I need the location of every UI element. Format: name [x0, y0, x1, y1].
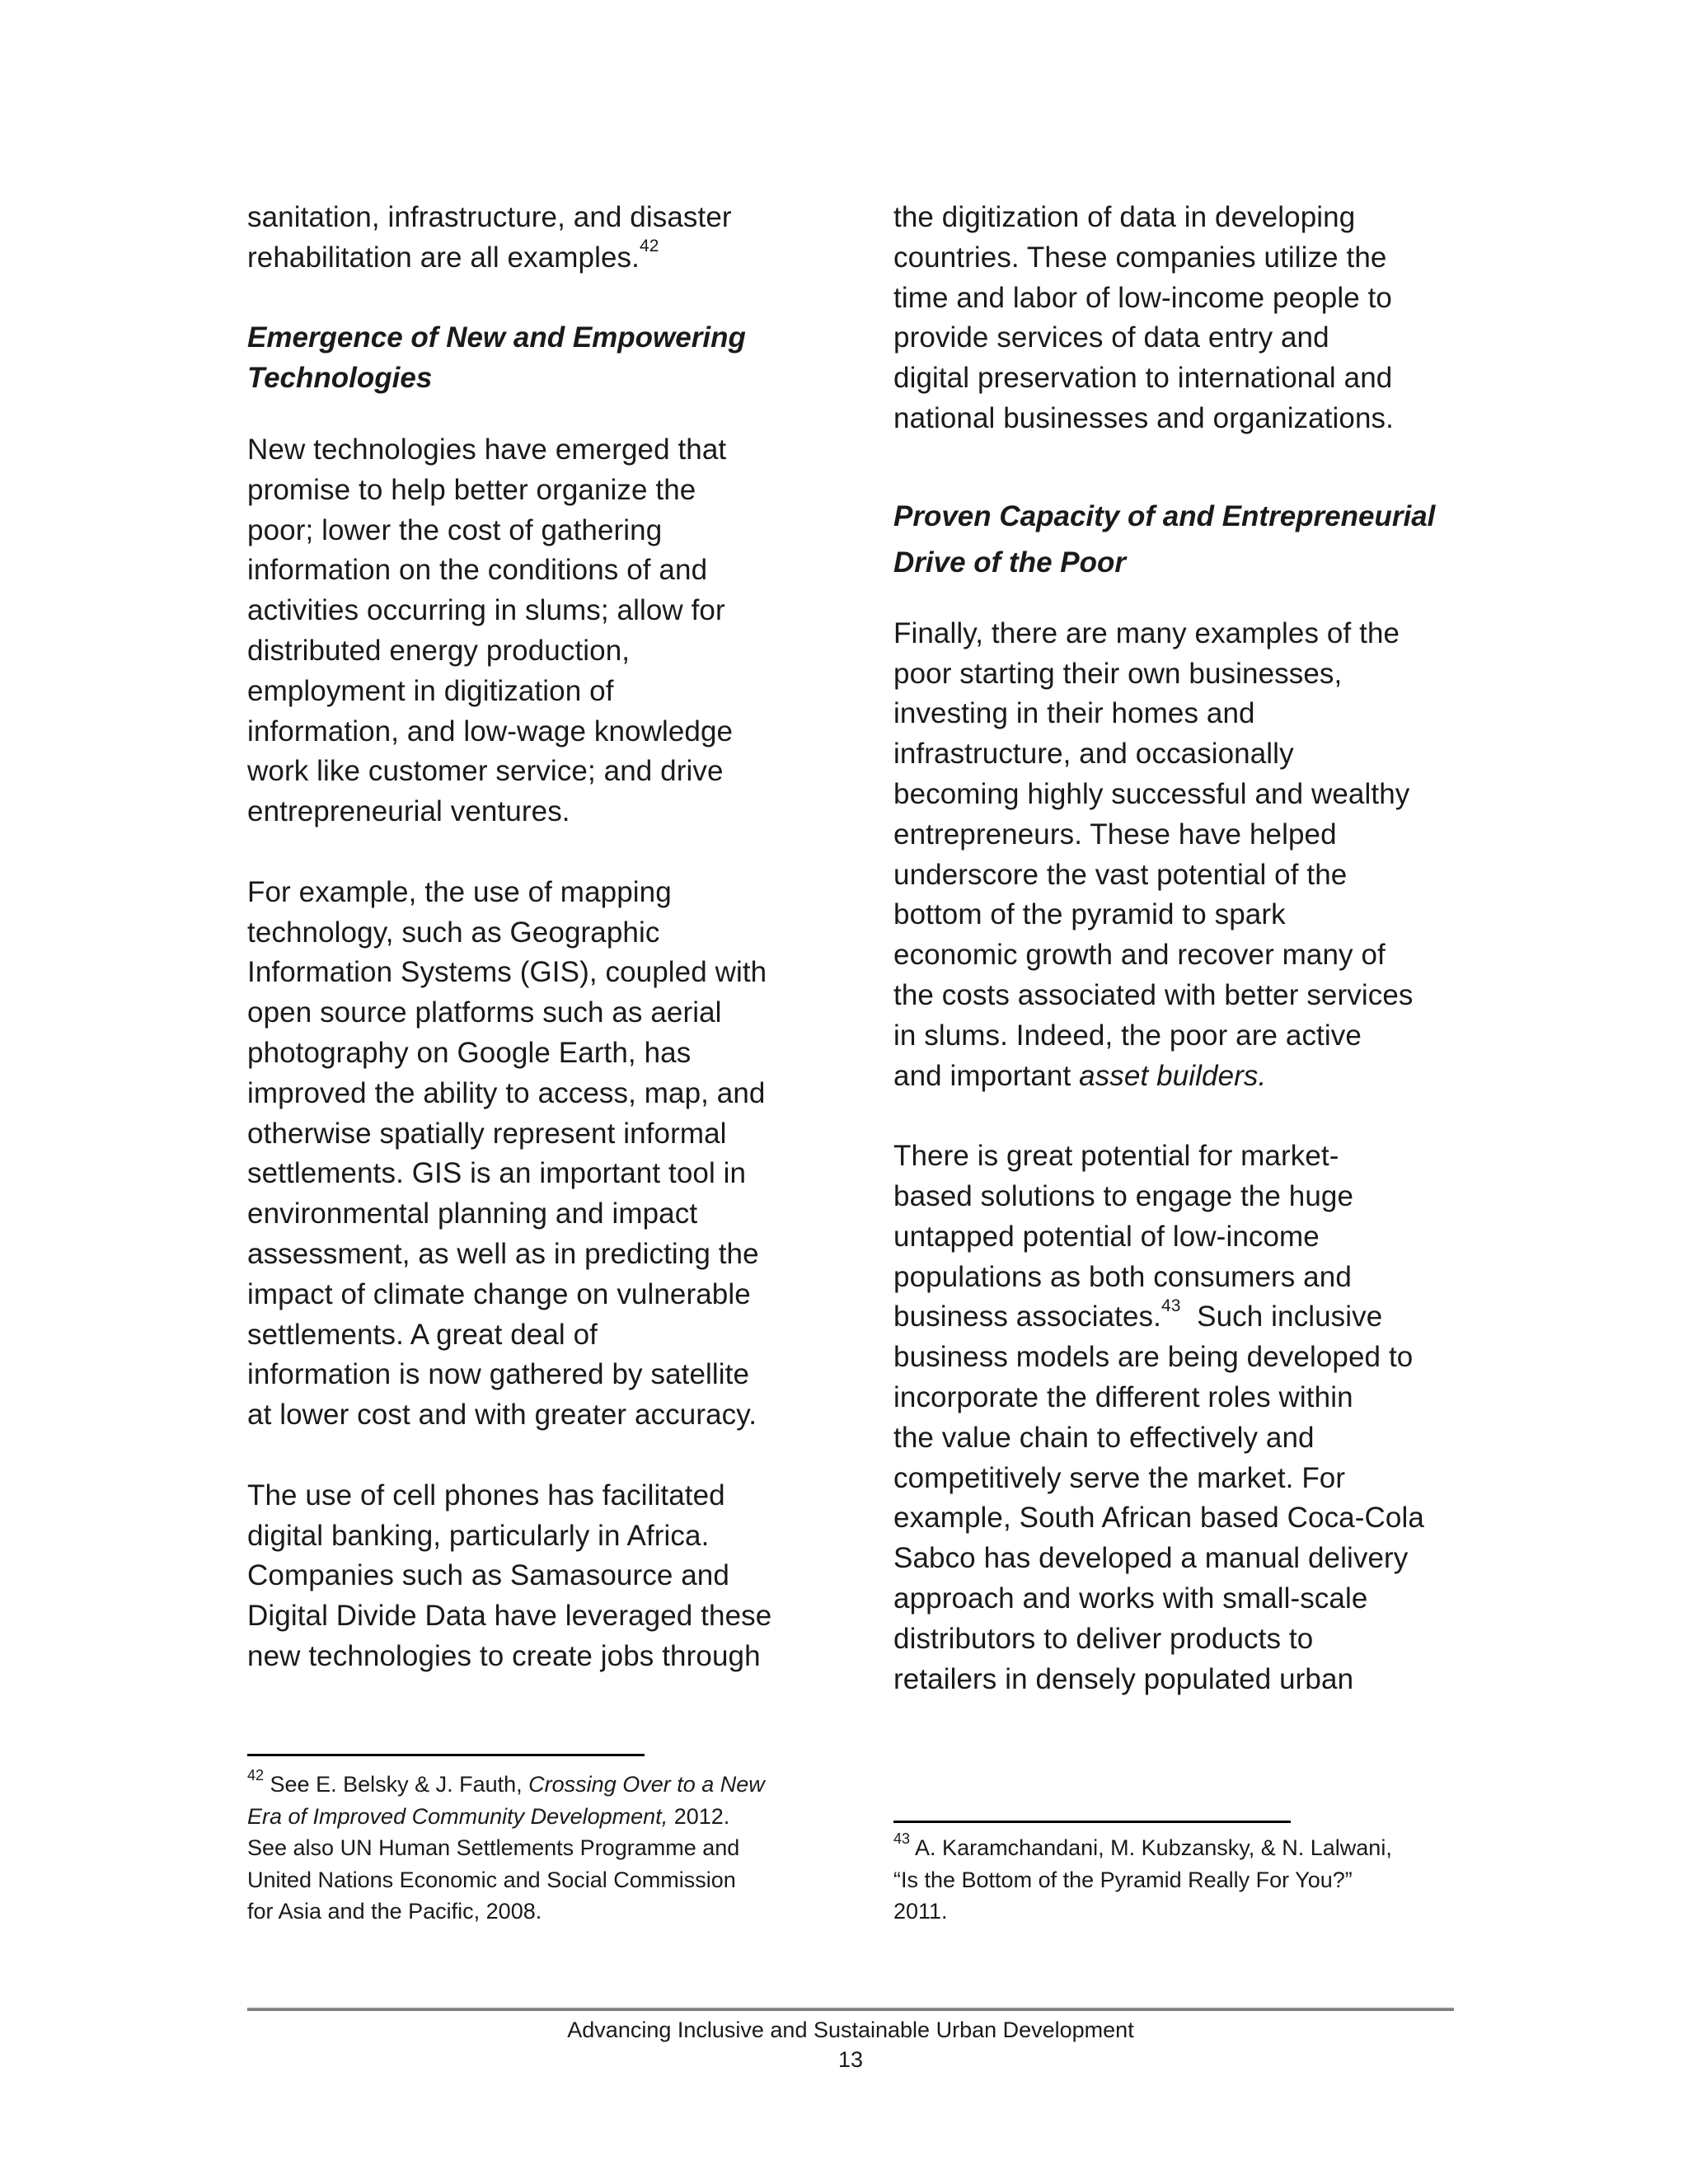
paragraph-continuation	[247, 198, 808, 279]
paragraph-market-solutions: There is great potential for market- based solutions to engage the huge untapped potential of low-income populations as both consumers and business associates.$^{43}$ Such inclusive business models are being developed to incorporate the different roles within the value chain to effectively and competitively serve the market. For example, South African based Coca-Cola Sabco has developed a manual delivery approach and works with small-scale distributors to deliver products to retailers in densely populated urban	[893, 1140, 1424, 1695]
footnote-ref-42[interactable]: 42	[639, 237, 659, 256]
section-heading-proven-capacity: Proven Capacity of and Entrepreneurial Drive of the Poor	[893, 499, 1436, 579]
footer-title: Advancing Inclusive and Sustainable Urban Development	[567, 2018, 1134, 2042]
footnote-divider-left	[247, 1754, 645, 1756]
section-heading-technologies: Emergence of New and Empowering Technologies	[247, 321, 746, 395]
paragraph-cell-phones: The use of cell phones has facilitated digital banking, particularly in Africa. Companies such as Samasource and Digital Divide Data have leveraged these new technologies to create jobs through	[247, 1479, 772, 1672]
footnote-divider-right	[893, 1821, 1291, 1823]
footnote-42: $^{42}$ See E. Belsky & J. Fauth, Crossing Over to a New Era of Improved Community Development, 2012. See also UN Human Settlements Programme and United Nations Economic and Social Commission for Asia and the Pacific, 2008.	[247, 1767, 765, 1924]
footnote-ref-43[interactable]: 43	[1160, 1296, 1181, 1315]
footnote-43: $^{43}$ A. Karamchandani, M. Kubzansky, & N. Lalwani, “Is the Bottom of the Pyramid Really For You?” 2011.	[893, 1830, 1392, 1924]
paragraph-new-technologies: New technologies have emerged that promise to help better organize the poor; lower the cost of gathering information on the conditions of and activities occurring in slums; allow for distributed energy production, employment in digitization of information, and low-wage knowledge work like customer service; and drive entrepreneurial ventures.	[247, 433, 734, 828]
footer-divider	[247, 2008, 1454, 2011]
right-column	[893, 198, 1454, 1699]
emphasis-asset-builders: asset builders.	[1079, 1059, 1267, 1092]
text-line: rehabilitation are all examples.	[247, 241, 640, 274]
paragraph-digitization: the digitization of data in developing countries. These companies utilize the time and labor of low-income people to provide services of data entry and digital preservation to international and national businesses and organizations.	[893, 201, 1394, 434]
page-number: 13	[837, 2047, 864, 2072]
text-line: sanitation, infrastructure, and disaster	[247, 201, 732, 233]
left-column	[247, 198, 808, 1677]
paragraph-mapping-technology: For example, the use of mapping technology, such as Geographic Information Systems (GIS), coupled with open source platforms such as aerial photography on Google Earth, has improved the ability to access, map, and otherwise spatially represent informal settlements. GIS is an important tool in environmental planning and impact assessment, as well as in predicting the impact of climate change on vulnerable settlements. A great deal of information is now gathered by satellite at lower cost and with greater accuracy.	[247, 875, 767, 1432]
paragraph-entrepreneurs: Finally, there are many examples of the poor starting their own businesses, investing in their homes and infrastructure, and occasionally becoming highly successful and wealthy entrepreneurs. These have helped underscore the vast potential of the bottom of the pyramid to spark economic growth and recover many of the costs associated with better services in slums. Indeed, the poor are active and important asset builders.	[893, 616, 1414, 1092]
